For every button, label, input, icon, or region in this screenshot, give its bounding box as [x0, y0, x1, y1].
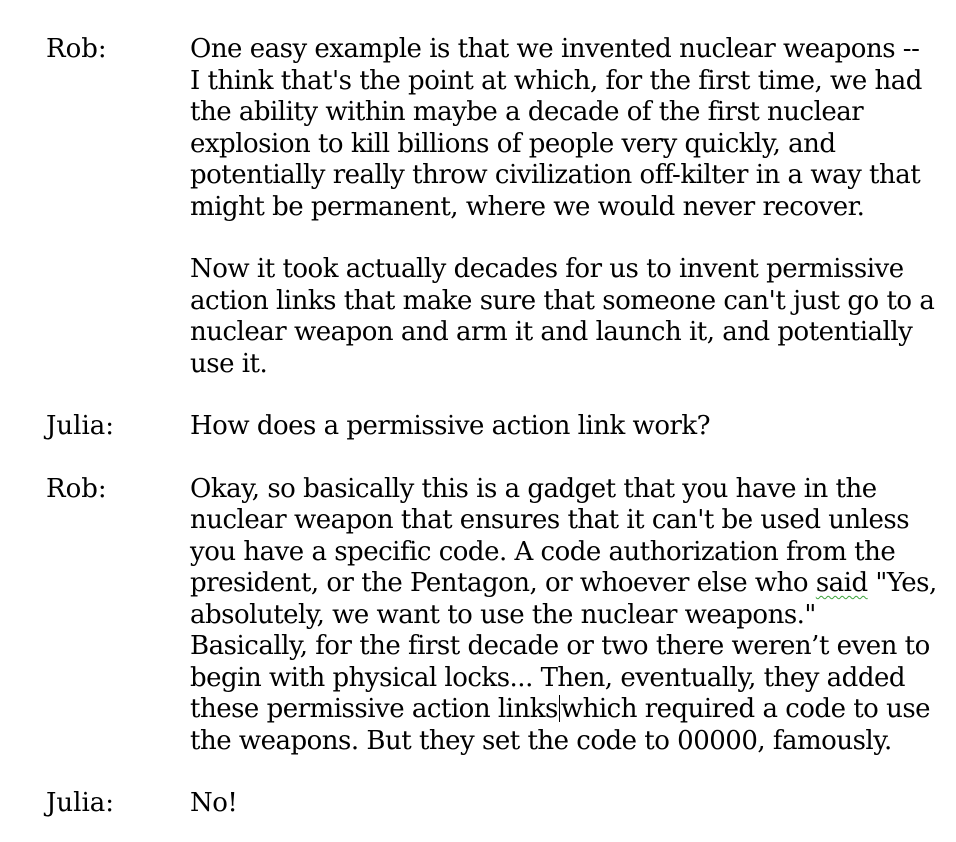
dialogue-turn [0, 411, 956, 443]
text-segment: president, or the Pentagon, or whoever else who [190, 568, 816, 598]
text-line: Now it took actually decades for us to invent permissive [190, 254, 904, 284]
speech-text[interactable] [190, 34, 935, 380]
text-line: absolutely, we want to use the nuclear weapons." [190, 599, 816, 630]
paragraph [190, 473, 937, 758]
text-line: the weapons. But they set the code to 00000, famously. [190, 725, 892, 756]
spellcheck-flagged-word[interactable]: said [815, 568, 868, 598]
text-line: How does a permissive action link work? [190, 411, 711, 441]
text-cursor [559, 695, 560, 722]
speaker-label: Rob: [46, 34, 107, 64]
text-line: you have a specific code. A code authorization from the [190, 536, 896, 567]
text-line: nuclear weapon that ensures that it can't be used unless [190, 505, 910, 535]
paragraph [190, 788, 930, 820]
speaker-label: Rob: [46, 473, 107, 504]
text-line: No! [190, 788, 238, 818]
text-segment: "Yes, [867, 568, 937, 598]
text-line: begin with physical locks... Then, eventually, they added [190, 662, 905, 693]
text-line: action links that make sure that someone can't just go to a [190, 285, 935, 316]
paragraph [190, 411, 930, 443]
text-line: the ability within maybe a decade of the first nuclear [190, 97, 864, 127]
text-line: Basically, for the first decade or two there weren’t even to [190, 631, 930, 661]
dialogue-turn [0, 34, 956, 380]
text-segment: which required a code to use [560, 694, 931, 724]
text-line: I think that's the point at which, for the first time, we had [190, 65, 922, 96]
dialogue-turn [0, 788, 956, 820]
text-segment: these permissive action links [190, 694, 558, 724]
text-line: potentially really throw civilization off-kilter in a way that [190, 160, 921, 190]
text-line: use it. [190, 348, 268, 379]
speech-text[interactable] [190, 788, 930, 820]
text-line: explosion to kill billions of people very quickly, and [190, 128, 836, 159]
speech-text[interactable] [190, 411, 930, 443]
text-line: nuclear weapon and arm it and launch it, and potentially [190, 317, 913, 347]
text-line: Okay, so basically this is a gadget that you have in the [190, 473, 877, 504]
text-line [190, 568, 937, 600]
text-line [190, 694, 930, 726]
paragraph [190, 254, 935, 380]
text-line: One easy example is that we invented nuclear weapons -- [190, 34, 920, 64]
speaker-label: Julia: [46, 411, 115, 441]
speech-text[interactable] [190, 473, 937, 758]
dialogue-turn [0, 474, 956, 758]
text-line: might be permanent, where we would never recover. [190, 191, 865, 222]
paragraph [190, 34, 930, 223]
speaker-label: Julia: [46, 788, 115, 818]
